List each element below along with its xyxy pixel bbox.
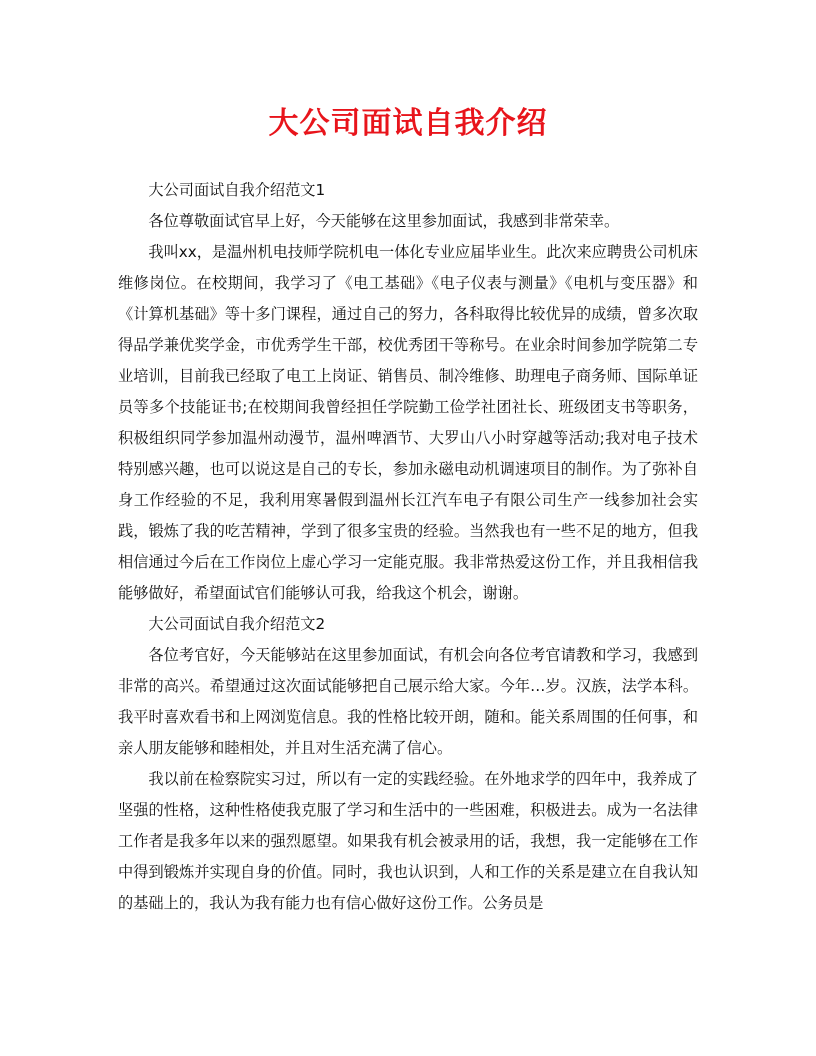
paragraph-heading-1: 大公司面试自我介绍范文1 (148, 181, 326, 199)
paragraph: 各位尊敬面试官早上好，今天能够在这里参加面试，我感到非常荣幸。 (148, 212, 620, 230)
paragraph-heading-2: 大公司面试自我介绍范文2 (148, 615, 326, 633)
paragraph: 我以前在检察院实习过，所以有一定的实践经验。在外地求学的四年中，我养成了坚强的性格，这种性格使我克服了学习和生活中的一些困难，积极进去。成为一名法律工作者是我多年以来的强烈愿望。如果我有机会被录用的话，我想，我一定能够在工作中得到锻炼并实现自身的价值。同时，我也认识到，人和工作的关系是建立在自我认知的基础上的，我认为我有能力也有信心做好这份工作。公务员是 (118, 770, 698, 912)
paragraph: 各位考官好，今天能够站在这里参加面试，有机会向各位考官请教和学习，我感到非常的高兴。希望通过这次面试能够把自己展示给大家。今年…岁。汉族，法学本科。我平时喜欢看书和上网浏览信息。我的性格比较开朗，随和。能关系周围的任何事，和亲人朋友能够和睦相处，并且对生活充满了信心。 (118, 646, 698, 757)
paragraph: 我叫xx，是温州机电技师学院机电一体化专业应届毕业生。此次来应聘贵公司机床维修岗位。在校期间，我学习了《电工基础》《电子仪表与测量》《电机与变压器》和《计算机基础》等十多门课程，通过自己的努力，各科取得比较优异的成绩，曾多次取得品学兼优奖学金，市优秀学生干部，校优秀团干等称号。在业余时间参加学院第二专业培训，目前我已经取了电工上岗证、销售员、制冷维修、助理电子商务师、国际单证员等多个技能证书;在校期间我曾经担任学院勤工俭学社团社长、班级团支书等职务，积极组织同学参加温州动漫节，温州啤酒节、大罗山八小时穿越等活动;我对电子技术特别感兴趣，也可以说这是自己的专长，参加永磁电动机调速项目的制作。为了弥补自身工作经验的不足，我利用寒暑假到温州长江汽车电子有限公司生产一线参加社会实践，锻炼了我的吃苦精神，学到了很多宝贵的经验。当然我也有一些不足的地方，但我相信通过今后在工作岗位上虚心学习一定能克服。我非常热爱这份工作，并且我相信我能够做好，希望面试官们能够认可我，给我这个机会，谢谢。 (118, 243, 698, 602)
document-title: 大公司面试自我介绍 (268, 106, 548, 141)
document-body (118, 175, 698, 919)
